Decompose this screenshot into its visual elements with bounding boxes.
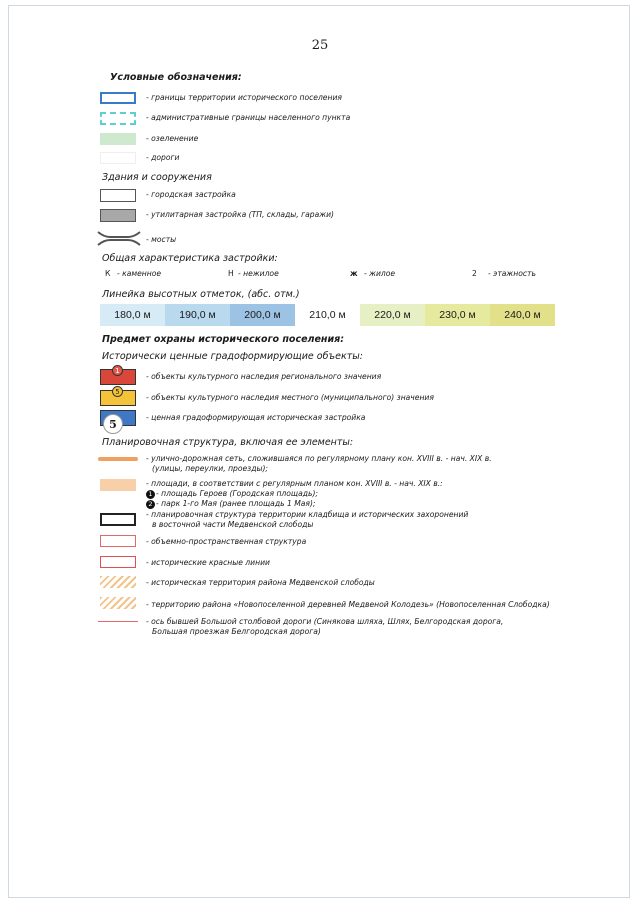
height-cell: 210,0 м — [295, 304, 360, 326]
height-cell: 190,0 м — [165, 304, 230, 326]
height-cell: 240,0 м — [490, 304, 555, 326]
square-heroes-text: - площадь Героев (Городская площадь); — [156, 489, 318, 498]
height-cell: 230,0 м — [425, 304, 490, 326]
planning-heading: Планировочная структура, включая ее элементы: — [102, 437, 354, 448]
characteristics-heading: Общая характеристика застройки: — [102, 253, 278, 264]
utility-building-symbol — [100, 209, 136, 222]
legend-label-park-may — [146, 499, 316, 509]
greenery-symbol — [100, 133, 136, 145]
local-heritage-badge-icon: 5 — [112, 386, 123, 397]
label-stone: - каменное — [117, 269, 162, 278]
admin-boundary-symbol — [100, 112, 136, 125]
legend-label-red-lines: - исторические красные линии — [146, 558, 270, 567]
code-nonresidential: Н — [228, 269, 234, 278]
legend-label-utility-building: - утилитарная застройка (ТП, склады, гаражи) — [146, 210, 334, 219]
legend-label-city-building: - городская застройка — [146, 190, 236, 199]
city-building-symbol — [100, 189, 136, 202]
park-may-text: - парк 1-го Мая (ранее площадь 1 Мая); — [156, 499, 316, 508]
height-cell: 180,0 м — [100, 304, 165, 326]
height-ruler — [100, 304, 555, 326]
page-number: 25 — [311, 38, 329, 53]
legend-title: Условные обозначения: — [110, 72, 242, 83]
label-nonresidential: - нежилое — [238, 269, 279, 278]
novoposelennaya-territory-symbol — [100, 597, 136, 609]
cemetery-structure-symbol — [100, 513, 136, 526]
square-heroes-number-icon: 1 — [146, 490, 155, 499]
legend-label-road-axis-2: Большая проезжая Белгородская дорога) — [152, 627, 321, 636]
height-cell: 200,0 м — [230, 304, 295, 326]
legend-label-square-heroes — [146, 489, 318, 499]
legend-label-settlement-boundary: - границы территории исторического поселения — [146, 93, 342, 102]
code-residential: ж — [350, 269, 358, 278]
legend-label-road-axis-1: - ось бывшей Большой столбовой дороги (Синякова шляха, Шлях, Белгородская дорога, — [146, 617, 504, 626]
volume-structure-symbol — [100, 535, 136, 547]
legend-label-greenery: - озеленение — [146, 134, 199, 143]
heights-heading: Линейка высотных отметок, (абс. отм.) — [102, 289, 300, 300]
legend-label-street-network-1: - улично-дорожная сеть, сложившаяся по регулярному плану кон. XVIII в. - нач. XIX в. — [146, 454, 492, 463]
buildings-heading: Здания и сооружения — [102, 172, 212, 183]
legend-label-local-heritage: - объекты культурного наследия местного (муниципального) значения — [146, 393, 434, 402]
protection-heading: Предмет охраны исторического поселения: — [102, 334, 345, 345]
legend-label-valuable-building: - ценная градоформирующая историческая застройка — [146, 413, 366, 422]
section-number-circle: 5 — [103, 414, 123, 434]
legend-label-cemetery-2: в восточной части Медвенской слободы — [152, 520, 314, 529]
legend-label-bridges: - мосты — [146, 235, 177, 244]
legend-label-roads: - дороги — [146, 153, 180, 162]
squares-symbol — [100, 479, 136, 491]
bridge-icon — [96, 228, 142, 248]
legend-label-cemetery-1: - планировочная структура территории кладбища и исторических захоронений — [146, 510, 469, 519]
code-stone: К — [105, 269, 111, 278]
legend-label-medvenskaya: - историческая территория района Медвенской слободы — [146, 578, 375, 587]
roads-symbol — [100, 152, 136, 164]
medvenskaya-territory-symbol — [100, 576, 136, 588]
legend-label-squares: - площади, в соответствии с регулярным планом кон. XVIII в. - нач. XIX в.: — [146, 479, 443, 488]
park-may-number-icon: 2 — [146, 500, 155, 509]
label-residential: - жилое — [364, 269, 396, 278]
legend-label-admin-boundary: - административные границы населенного пункта — [146, 113, 351, 122]
red-lines-symbol — [100, 556, 136, 568]
label-floors: - этажность — [488, 269, 536, 278]
code-floors: 2 — [472, 269, 477, 278]
settlement-boundary-symbol — [100, 92, 136, 104]
protection-subheading: Исторически ценные градоформирующие объекты: — [102, 351, 363, 362]
regional-heritage-badge-icon: 1 — [112, 365, 123, 376]
legend-label-novoposelennaya: - территорию района «Новопоселенной деревней Медвеной Колодезь» (Новопоселенная Слободка) — [146, 600, 550, 609]
legend-label-street-network-2: (улицы, переулки, проезды); — [152, 464, 268, 473]
height-cell: 220,0 м — [360, 304, 425, 326]
legend-label-regional-heritage: - объекты культурного наследия регионального значения — [146, 372, 382, 381]
legend-label-volume-structure: - объемно-пространственная структура — [146, 537, 307, 546]
road-axis-symbol — [98, 621, 138, 622]
street-network-symbol — [98, 457, 138, 461]
